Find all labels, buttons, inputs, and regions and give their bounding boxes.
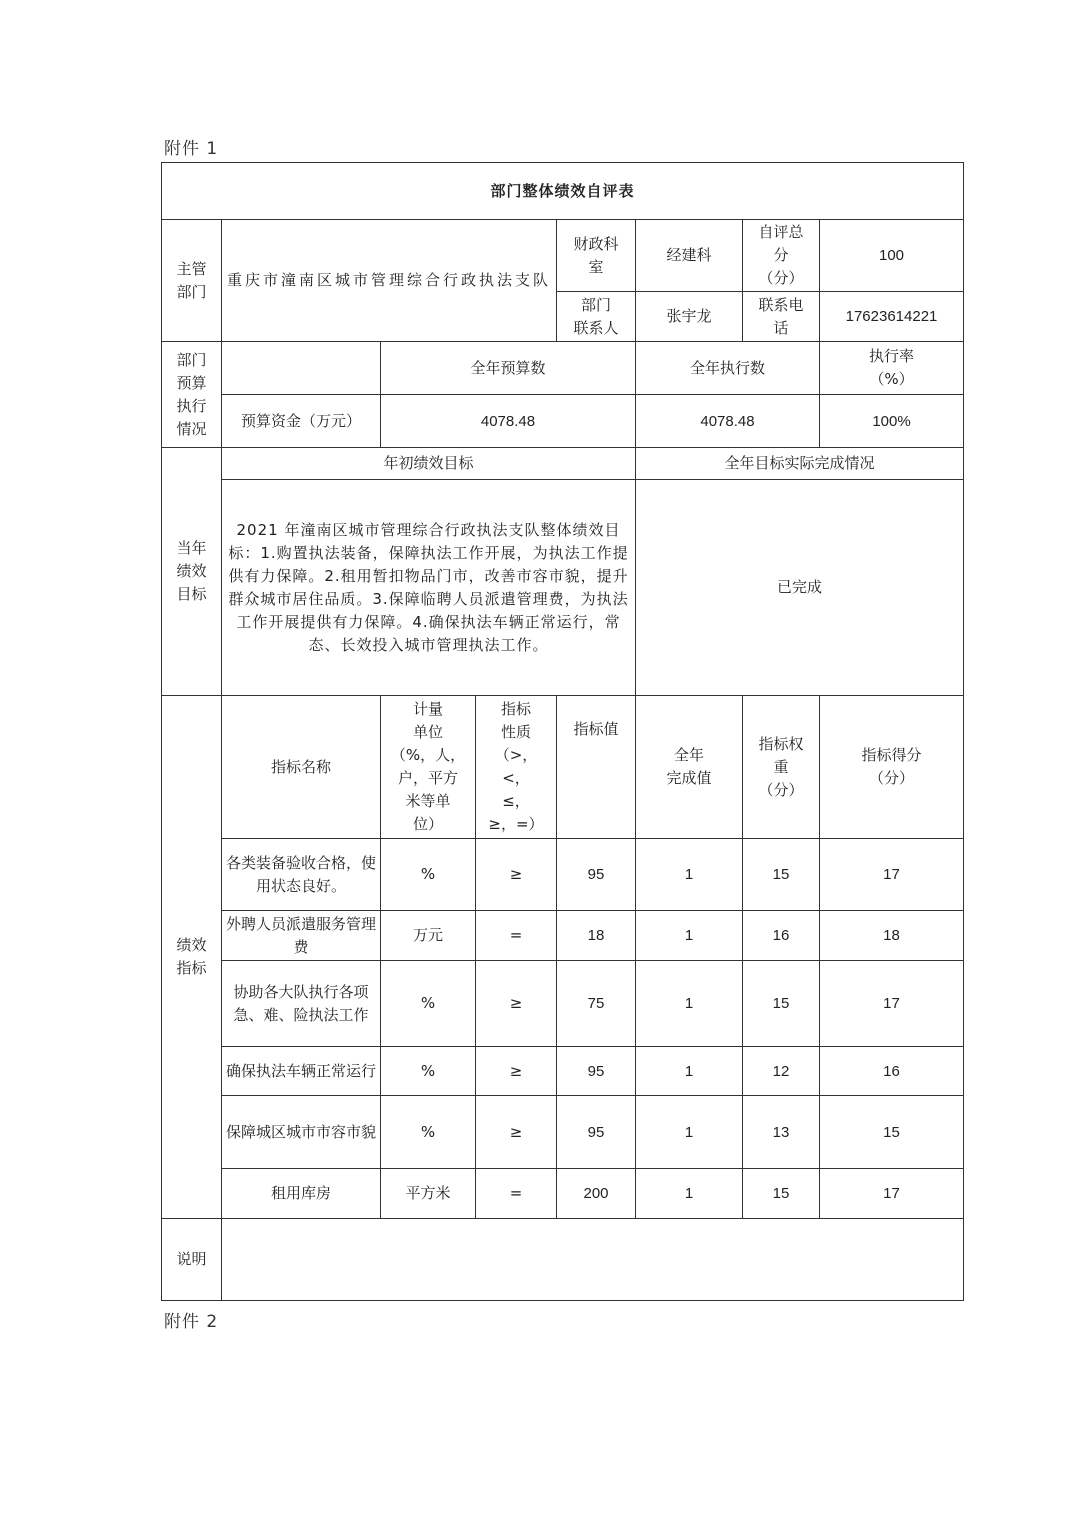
indicator-completed: 1	[636, 1047, 743, 1096]
indicator-score: 18	[820, 911, 964, 961]
indicator-value: 18	[557, 911, 636, 961]
finance-office-value: 经建科	[636, 220, 743, 292]
table-row	[162, 1169, 964, 1219]
indicator-score: 15	[820, 1096, 964, 1169]
table-row	[162, 961, 964, 1047]
attachment-label-top: 附件 1	[164, 139, 219, 159]
indicator-unit: 万元	[381, 911, 476, 961]
contact-person-label: 部门 联系人	[557, 292, 636, 342]
indicators-section-label: 绩效 指标	[162, 696, 222, 1219]
table-row	[162, 839, 964, 911]
indicator-score: 17	[820, 1169, 964, 1219]
indicator-weight: 12	[743, 1047, 820, 1096]
indicator-nature: =	[476, 1169, 557, 1219]
budget-empty-header	[222, 342, 381, 395]
phone-label: 联系电 话	[743, 292, 820, 342]
performance-self-evaluation-table	[161, 162, 964, 1301]
budget-header-annual: 全年预算数	[381, 342, 636, 395]
finance-office-label: 财政科 室	[557, 220, 636, 292]
indicator-unit: %	[381, 1096, 476, 1169]
indicator-unit: 平方米	[381, 1169, 476, 1219]
indicator-nature: ≥	[476, 1096, 557, 1169]
indicator-name: 协助各大队执行各项急、难、险执法工作	[222, 961, 381, 1047]
indicator-nature: ≥	[476, 839, 557, 911]
attachment-label-bottom: 附件 2	[164, 1312, 219, 1332]
budget-rate-value: 100%	[820, 395, 964, 448]
notes-label: 说明	[162, 1219, 222, 1301]
indicator-header-unit: 计量 单位 （%，人， 户，平方 米等单 位）	[381, 696, 476, 839]
indicator-value: 75	[557, 961, 636, 1047]
total-score-label: 自评总 分 （分）	[743, 220, 820, 292]
indicator-value: 95	[557, 1047, 636, 1096]
budget-row-label: 预算资金（万元）	[222, 395, 381, 448]
indicator-weight: 16	[743, 911, 820, 961]
indicator-weight: 13	[743, 1096, 820, 1169]
dept-name: 重庆市潼南区城市管理综合行政执法支队	[222, 220, 557, 342]
indicator-unit: %	[381, 961, 476, 1047]
indicator-header-nature: 指标 性质 （>， <， ≤， ≥，=）	[476, 696, 557, 839]
indicator-header-weight: 指标权 重 （分）	[743, 696, 820, 839]
indicator-name: 保障城区城市市容市貌	[222, 1096, 381, 1169]
budget-header-executed: 全年执行数	[636, 342, 820, 395]
indicator-header-completed: 全年 完成值	[636, 696, 743, 839]
budget-section-label: 部门 预算 执行 情况	[162, 342, 222, 448]
indicator-weight: 15	[743, 839, 820, 911]
indicator-value: 95	[557, 1096, 636, 1169]
form-title: 部门整体绩效自评表	[162, 163, 964, 220]
indicator-value: 95	[557, 839, 636, 911]
indicator-score: 17	[820, 839, 964, 911]
indicator-value: 200	[557, 1169, 636, 1219]
budget-header-rate: 执行率 （%）	[820, 342, 964, 395]
total-score-value: 100	[820, 220, 964, 292]
indicator-completed: 1	[636, 839, 743, 911]
notes-content	[222, 1219, 964, 1301]
indicator-name: 确保执法车辆正常运行	[222, 1047, 381, 1096]
indicator-header-name: 指标名称	[222, 696, 381, 839]
indicator-nature: ≥	[476, 961, 557, 1047]
indicator-unit: %	[381, 839, 476, 911]
contact-person-value: 张宇龙	[636, 292, 743, 342]
budget-executed-value: 4078.48	[636, 395, 820, 448]
indicator-name: 各类装备验收合格，使用状态良好。	[222, 839, 381, 911]
table-row	[162, 911, 964, 961]
indicator-weight: 15	[743, 961, 820, 1047]
goals-target-text: 2021 年潼南区城市管理综合行政执法支队整体绩效目标：1.购置执法装备，保障执法工作开展，为执法工作提供有力保障。2.租用暂扣物品门市，改善市容市貌，提升群众城市居住品质。3.保障临聘人员派遣管理费，为执法工作开展提供有力保障。4.确保执法车辆正常运行，常态、长效投入城市管理执法工作。	[222, 480, 636, 696]
goals-actual-text: 已完成	[636, 480, 964, 696]
budget-annual-value: 4078.48	[381, 395, 636, 448]
indicator-unit: %	[381, 1047, 476, 1096]
indicator-score: 17	[820, 961, 964, 1047]
indicator-nature: =	[476, 911, 557, 961]
indicator-completed: 1	[636, 1169, 743, 1219]
goals-section-label: 当年 绩效 目标	[162, 448, 222, 696]
indicator-name: 外聘人员派遣服务管理费	[222, 911, 381, 961]
indicator-completed: 1	[636, 911, 743, 961]
indicator-header-score: 指标得分 （分）	[820, 696, 964, 839]
goals-header-target: 年初绩效目标	[222, 448, 636, 480]
indicator-header-value: 指标值	[557, 696, 636, 839]
table-row	[162, 1096, 964, 1169]
indicator-completed: 1	[636, 961, 743, 1047]
goals-header-actual: 全年目标实际完成情况	[636, 448, 964, 480]
indicator-nature: ≥	[476, 1047, 557, 1096]
phone-value: 17623614221	[820, 292, 964, 342]
indicator-completed: 1	[636, 1096, 743, 1169]
indicator-name: 租用库房	[222, 1169, 381, 1219]
table-row	[162, 1047, 964, 1096]
dept-label: 主管 部门	[162, 220, 222, 342]
indicator-weight: 15	[743, 1169, 820, 1219]
indicator-score: 16	[820, 1047, 964, 1096]
